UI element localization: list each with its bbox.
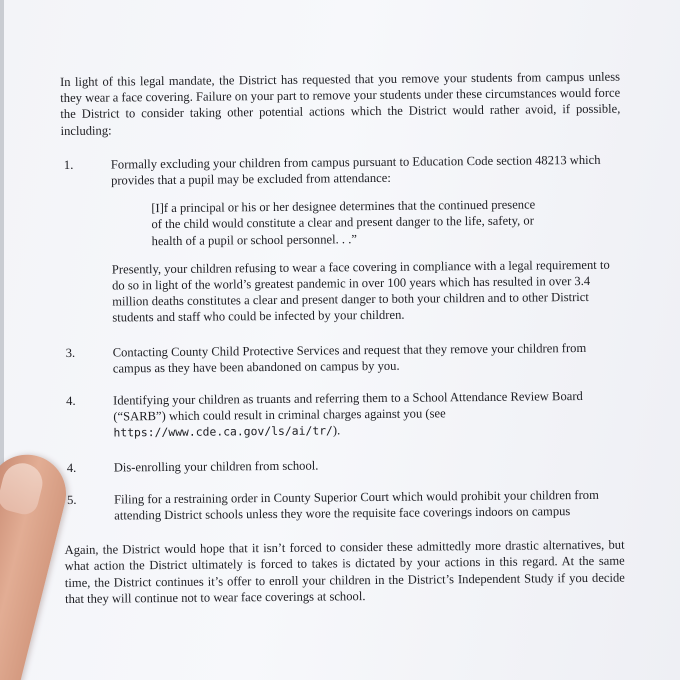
item-text: Filing for a restraining order in County Superior Court which would prohibit your children from attending District schools unless they wore the requisite face coverings indoors on campus xyxy=(114,487,599,523)
list-item-disenroll xyxy=(64,454,624,476)
education-code-quote: [I]f a principal or his or her designee determines that the continued presence of the child would constitute a clear and present danger to the life, safety, or health of a pupil or school personnel. . .” xyxy=(151,197,536,248)
thumbnail-nail xyxy=(0,459,47,517)
list-item-cps xyxy=(63,339,623,377)
list-item-restraining-order xyxy=(64,486,624,524)
sarb-url-link[interactable]: https://www.cde.ca.gov/ls/ai/tr/ xyxy=(113,423,333,440)
item-number: 5. xyxy=(67,492,77,507)
item-number: 4. xyxy=(66,460,77,475)
item-text: Contacting County Child Protective Services and request that they remove your children from campus as they have been abandoned on campus by you. xyxy=(112,340,587,376)
closing-paragraph: Again, the District would hope that it isn’t forced to consider these admittedly more drastic alternatives, but what action the District ultimately is forced to takes is dictated by your actions in this regard. At the same time, the District continues it’s offer to enroll your children in the District’s Independent Study if you decide that they will continue not to wear face coverings at school. xyxy=(64,537,625,606)
item-number: 3. xyxy=(65,345,76,360)
item-followup-paragraph: Presently, your children refusing to wear a face covering in compliance with a legal requirement to do so in light of the world’s greatest pandemic in over 100 years which has resulted in over 3.4 million deaths constitutes a clear and present danger to both your children and to other District students and staff who could be infected by your children. xyxy=(111,257,610,325)
item-text xyxy=(113,388,623,442)
letter-body xyxy=(60,69,625,607)
item-text: Formally excluding your children from campus pursuant to Education Code section 48213 which provides that a pupil may be excluded from attendance: xyxy=(110,152,601,188)
item-text-end: ). xyxy=(332,423,341,438)
letter-page xyxy=(4,0,680,680)
intro-paragraph: In light of this legal mandate, the District has requested that you remove your students from campus unless they wear a face covering. Failure on your part to remove your students under these circumstances would force the District to consider taking other potential actions which the District would rather avoid, if possible, including: xyxy=(60,69,621,138)
item-number: 4. xyxy=(66,393,76,409)
item-text-start: Identifying your children as truants and referring them to a School Attendance Review Board (“SARB”) which could result in criminal charges against you (see xyxy=(113,389,583,424)
list-item-exclusion xyxy=(61,151,623,326)
list-item-sarb xyxy=(63,388,623,442)
item-number: 1. xyxy=(63,157,74,172)
item-text: Dis-enrolling your children from school. xyxy=(113,458,319,475)
